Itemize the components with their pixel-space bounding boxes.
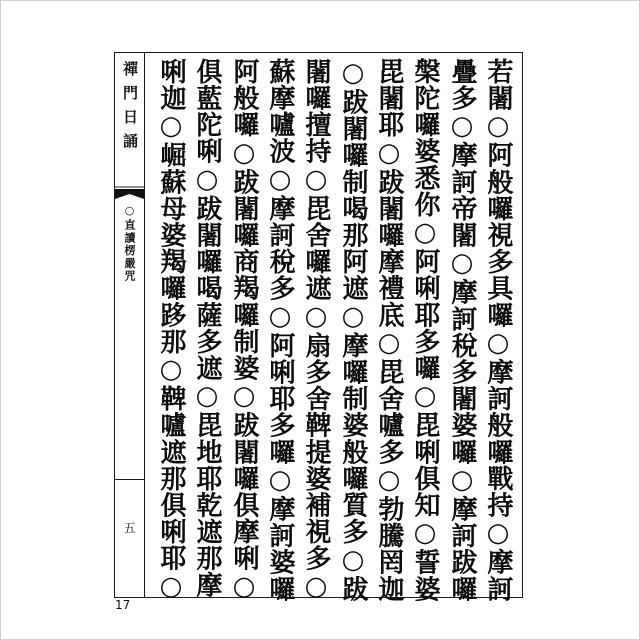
strip-divider: [115, 479, 144, 480]
text-column-4: 毘闍耶○跋闍囉摩禮底○毘舍嚧多○勃騰罔迦: [374, 58, 404, 602]
text-column-6: 闍囉擅持○毘舍囉遮○扇多舍鞞提婆補視多○: [301, 58, 331, 602]
text-column-2: 疊多○摩訶帝闍○摩訶稅多闍婆囉○摩訶跋囉: [447, 58, 477, 602]
leaf-number: 五: [123, 521, 136, 535]
text-column-1: 若闍○阿般囉視多具囉○摩訶般囉戰持○摩訶: [483, 58, 513, 602]
text-column-8: 阿般囉○跋闍囉商羯囉制婆○跋闍囉俱摩唎○: [229, 58, 259, 602]
text-column-7: 蘇摩嚧波○摩訶稅多○阿唎耶多囉○摩訶婆囉: [265, 58, 295, 602]
section-title: ○直讀楞嚴咒: [123, 204, 136, 283]
text-column-10: 唎迦○崛蘇母婆羯囉跢那○鞞嚧遮那俱唎耶○: [156, 58, 186, 602]
text-column-3: 槃陀囉婆悉你○阿唎耶多囉○毘唎俱知○誓婆: [410, 58, 440, 602]
text-column-5: ○跋闍囉制喝那阿遮○摩囉制婆般囉質多○跋: [338, 58, 368, 602]
text-column-9: 俱藍陀唎○跋闍囉喝薩多遮○毘地耶乾遮那摩: [192, 58, 222, 598]
fish-tail-mark: [115, 186, 144, 202]
book-title: 禪門日誦: [121, 61, 139, 157]
page-number: 17: [115, 598, 131, 612]
